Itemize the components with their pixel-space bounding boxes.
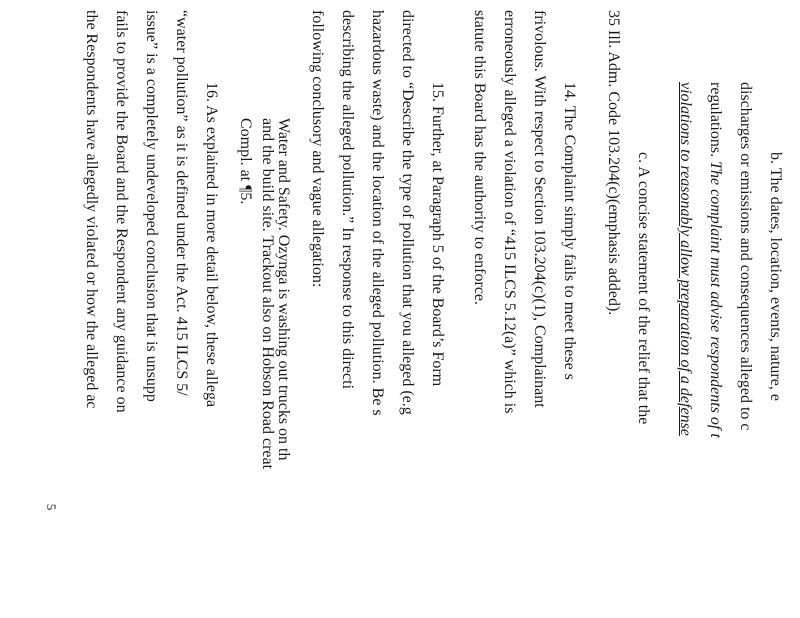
text-line-b-2: discharges or emissions and consequences alleged to c [737, 82, 754, 431]
text-line-p15-2: directed to “Describe the type of pollution that you alleged (e.g [399, 10, 416, 415]
text-line-p16-1: 16. As explained in more detail below, these allega [203, 82, 220, 408]
text-line-c-2: 35 Ill. Adm. Code 103.204(c)(emphasis added). [605, 10, 622, 316]
text-line-p15-3: hazardous waste) and the location of the alleged pollution. Be s [369, 10, 386, 416]
block-quote-line-3: Compl. at ¶5. [237, 118, 254, 205]
text-line-b-3 [706, 82, 724, 438]
text-line-b-3-italic: The complaint must advise respondents of t [707, 161, 724, 438]
text-line-b-4-italic: violations to reasonably allow preparation of a defense [677, 82, 694, 436]
text-line-p16-3: issue” is a completely undeveloped conclusion that is unsupp [143, 10, 160, 402]
rotated-text-frame [80, 0, 800, 618]
text-line-p16-2: “water pollution” as it is defined under the Act. 415 ILCS 5/ [173, 10, 190, 396]
text-line-b-head: b. The dates, location, events, nature, e [767, 152, 784, 401]
text-line-p16-4: fails to provide the Board and the Respondent any guidance on [113, 10, 130, 413]
text-line-p14-3: erroneously alleged a violation of “415 ILCS 5.12(a)” which is [501, 10, 518, 414]
text-line-p15-1: 15. Further, at Paragraph 5 of the Board’s Form [429, 82, 446, 387]
block-quote-line-1: Water and Safety. Ozynga is washing out trucks on th [275, 118, 292, 461]
text-line-p14-4: statute this Board has the authority to enforce. [471, 10, 488, 306]
text-line-p14-2: frivolous. With respect to Section 103.204(c)(1), Complainant [531, 10, 548, 408]
text-line-p14-1: 14. The Complaint simply fails to meet these s [561, 82, 578, 380]
text-line-b-3-plain: regulations. [707, 82, 724, 162]
text-line-p15-4: describing the alleged pollution.” In response to this directi [339, 10, 356, 390]
page-number: 5 [44, 503, 59, 511]
block-quote-line-2: and the build site. Trackout also on Hobson Road creat [259, 118, 276, 470]
text-line-p16-5: the Respondents have allegedly violated or how the alleged ac [83, 10, 100, 409]
text-line-p15-5: following conclusory and vague allegation: [309, 10, 326, 288]
text-line-c-1: c. A concise statement of the relief that the [635, 152, 652, 425]
